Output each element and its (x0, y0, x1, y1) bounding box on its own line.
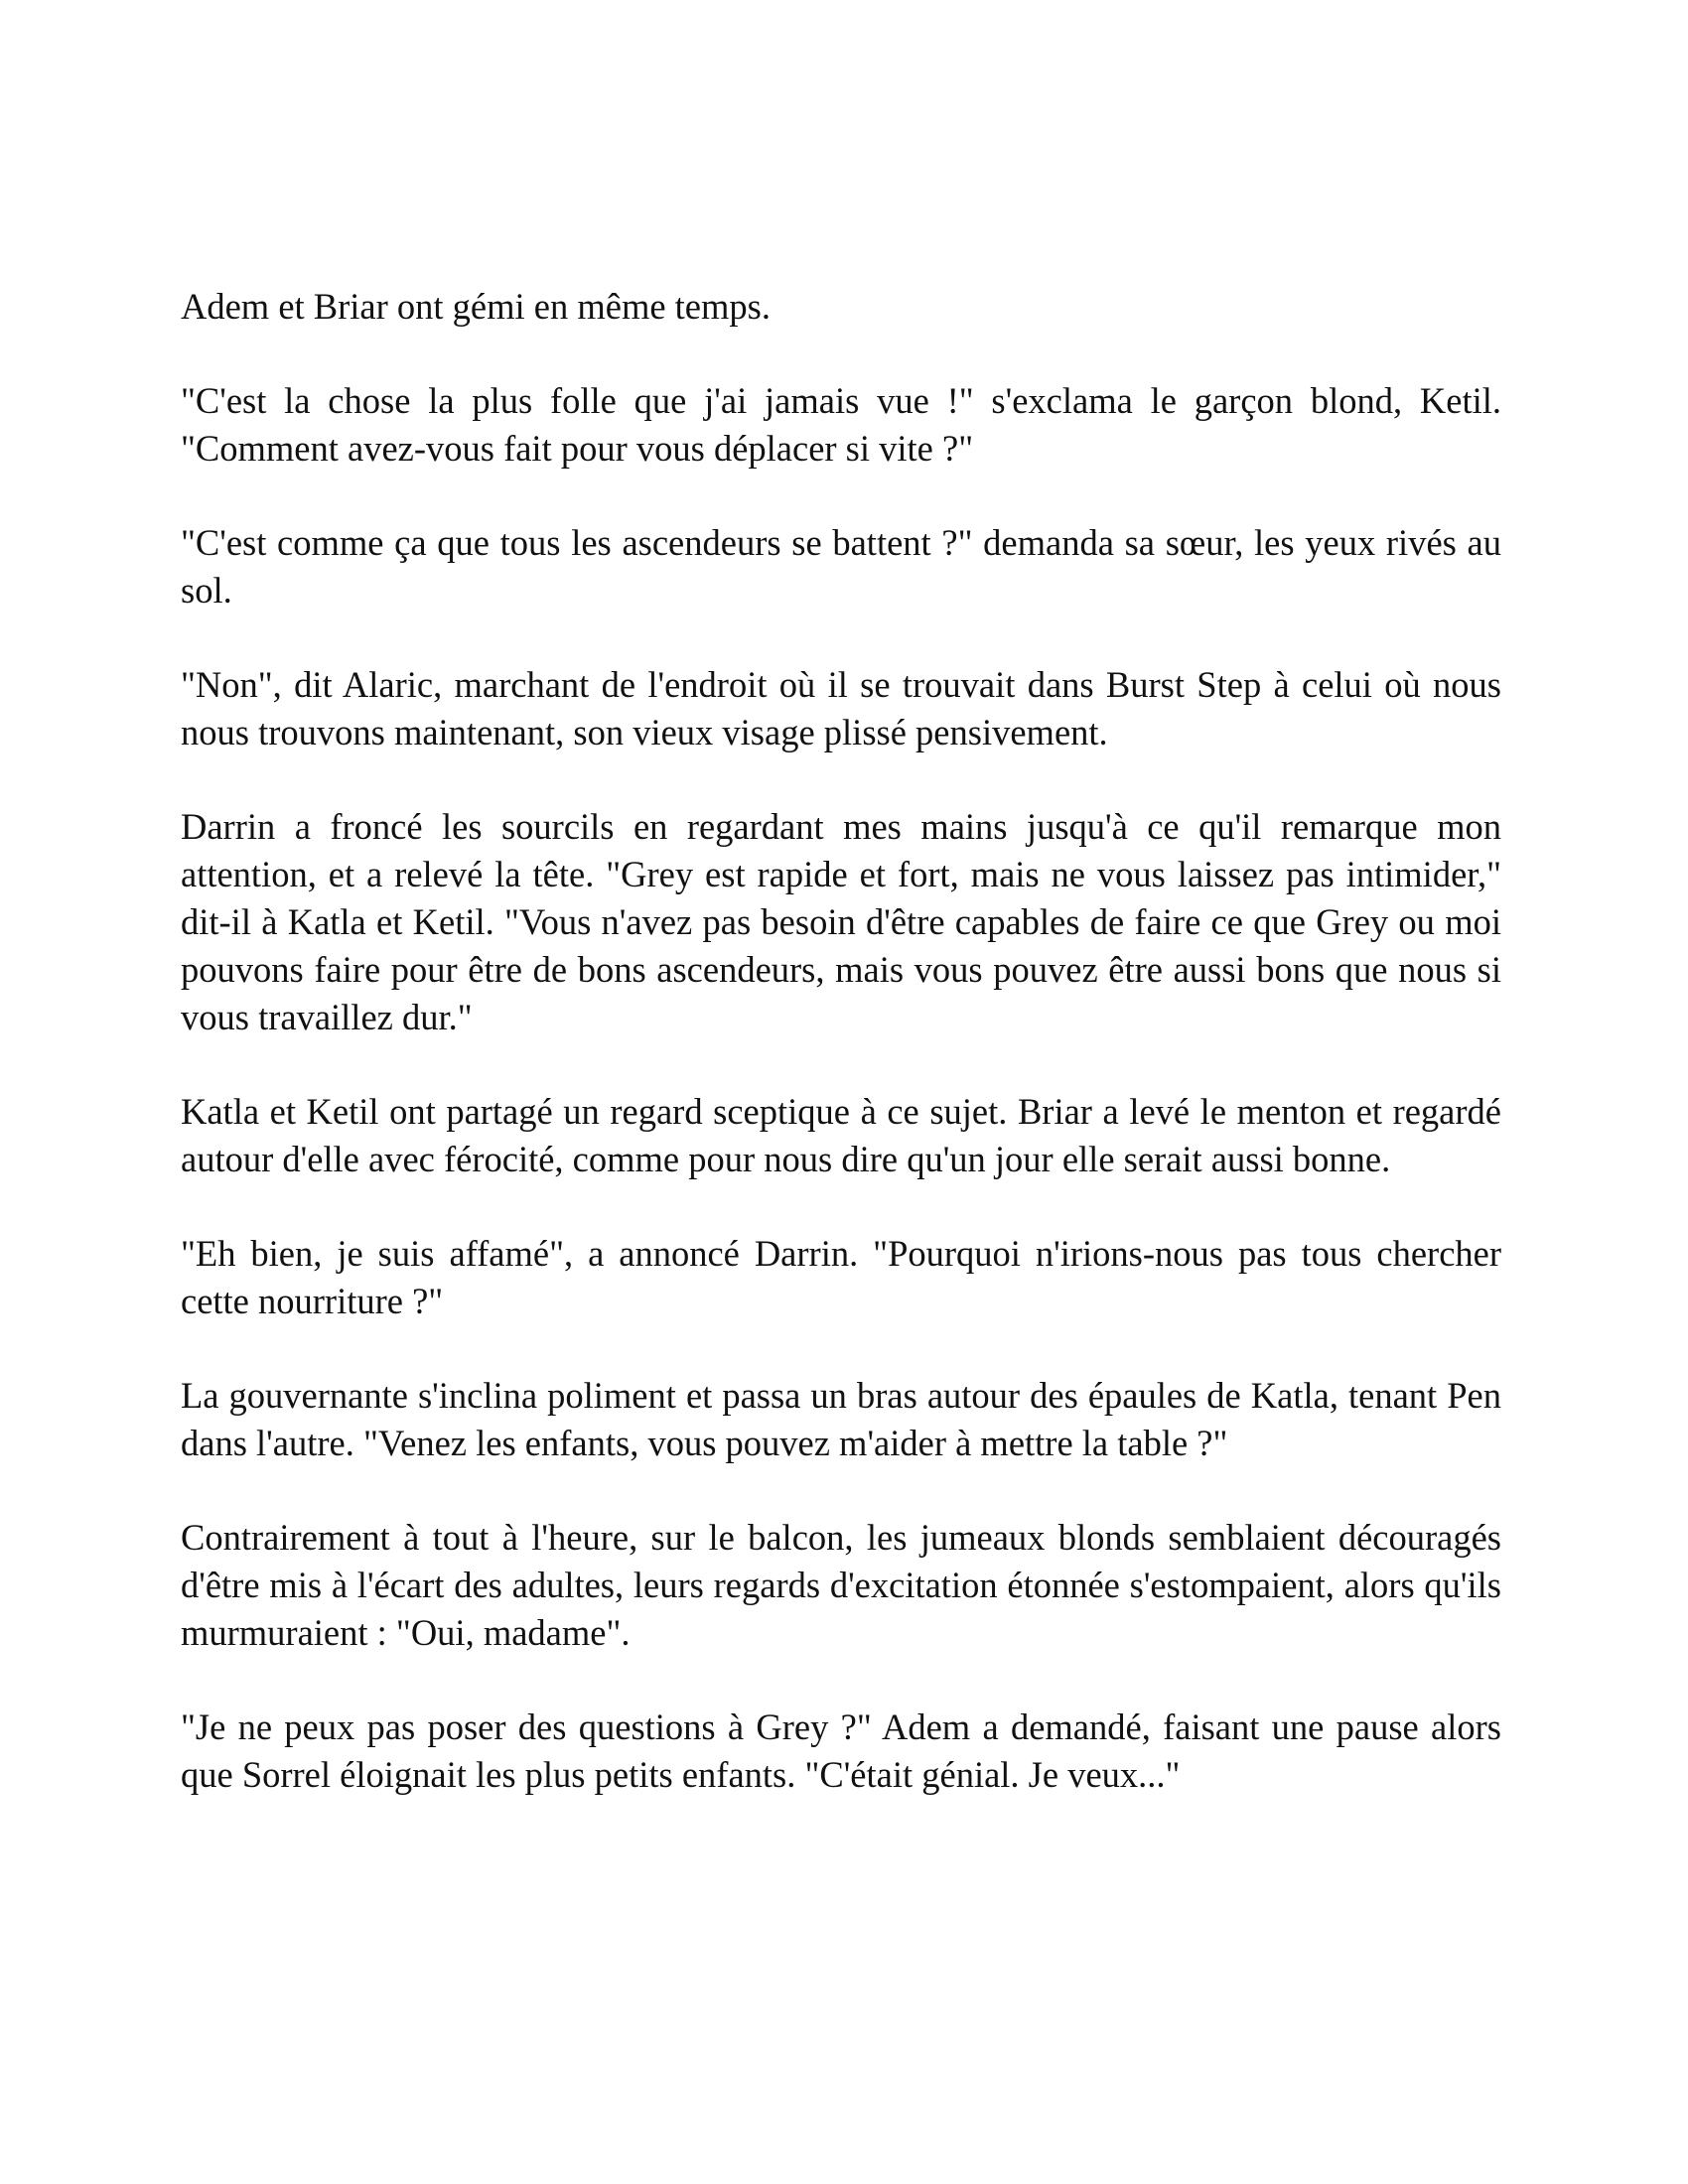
paragraph: Contrairement à tout à l'heure, sur le balcon, les jumeaux blonds semblaient découragés d'être mis à l'écart des adultes, leurs regards d'excitation étonnée s'estompaient, alors qu'ils murmuraient : "Oui, madame". (181, 1517, 1501, 1653)
paragraph: "C'est comme ça que tous les ascendeurs se battent ?" demanda sa sœur, les yeux rivés au sol. (181, 522, 1501, 611)
paragraph: Katla et Ketil ont partagé un regard sceptique à ce sujet. Briar a levé le menton et regardé autour d'elle avec férocité, comme pour nous dire qu'un jour elle serait aussi bonne. (181, 1091, 1501, 1179)
paragraph: La gouvernante s'inclina poliment et passa un bras autour des épaules de Katla, tenant Pen dans l'autre. "Venez les enfants, vous pouvez m'aider à mettre la table ?" (181, 1375, 1501, 1463)
paragraph: "Eh bien, je suis affamé", a annoncé Darrin. "Pourquoi n'irions-nous pas tous chercher cette nourriture ?" (181, 1233, 1501, 1321)
paragraph: "Je ne peux pas poser des questions à Grey ?" Adem a demandé, faisant une pause alors que Sorrel éloignait les plus petits enfants. "C'était génial. Je veux..." (181, 1706, 1501, 1795)
paragraph: Adem et Briar ont gémi en même temps. (181, 286, 771, 327)
body-text (181, 283, 1501, 1845)
paragraph: "Non", dit Alaric, marchant de l'endroit où il se trouvait dans Burst Step à celui où nous nous trouvons maintenant, son vieux visage plissé pensivement. (181, 664, 1501, 752)
paragraph: Darrin a froncé les sourcils en regardant mes mains jusqu'à ce qu'il remarque mon attention, et a relevé la tête. "Grey est rapide et fort, mais ne vous laissez pas intimider," dit-il à Katla et Ketil. "Vous n'avez pas besoin d'être capables de faire ce que Grey ou moi pouvons faire pour être de bons ascendeurs, mais vous pouvez être aussi bons que nous si vous travaillez dur." (181, 806, 1501, 1037)
paragraph: "C'est la chose la plus folle que j'ai jamais vue !" s'exclama le garçon blond, Ketil. "Comment avez-vous fait pour vous déplacer si vite ?" (181, 380, 1501, 469)
